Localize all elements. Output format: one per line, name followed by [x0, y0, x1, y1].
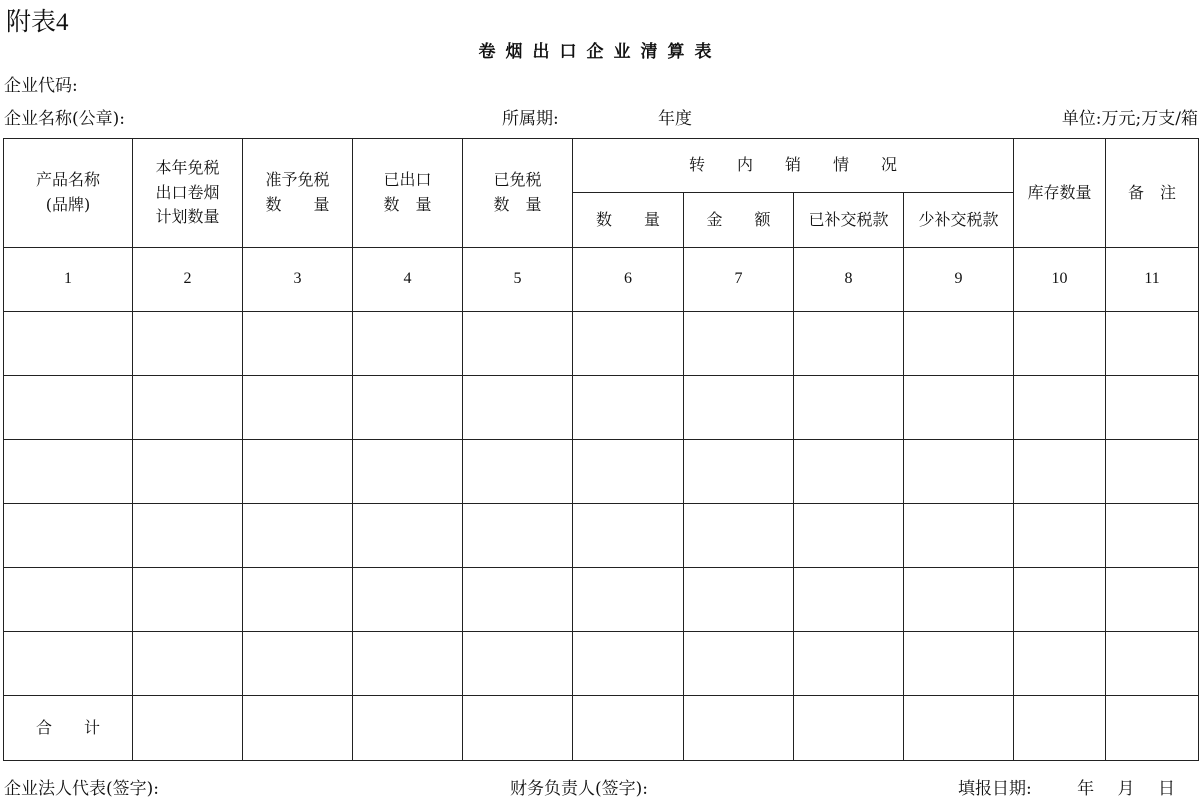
table-cell[interactable] — [4, 376, 133, 440]
table-cell[interactable] — [133, 376, 243, 440]
table-cell[interactable] — [243, 632, 353, 696]
table-cell[interactable] — [1106, 312, 1199, 376]
total-cell[interactable] — [353, 696, 463, 761]
total-row — [4, 696, 1199, 761]
table-cell[interactable] — [4, 504, 133, 568]
finance-label: 财务负责人(签字): — [510, 779, 648, 799]
col-num: 6 — [573, 248, 684, 312]
table-cell[interactable] — [463, 376, 573, 440]
header-approved-line1: 准予免税 — [265, 170, 330, 190]
table-cell[interactable] — [1106, 504, 1199, 568]
table-cell[interactable] — [573, 440, 684, 504]
table-cell[interactable] — [684, 504, 794, 568]
table-cell[interactable] — [904, 312, 1014, 376]
table-cell[interactable] — [904, 440, 1014, 504]
table-cell[interactable] — [794, 632, 904, 696]
table-cell[interactable] — [1014, 376, 1106, 440]
table-cell[interactable] — [684, 440, 794, 504]
table-cell[interactable] — [353, 632, 463, 696]
table-cell[interactable] — [573, 312, 684, 376]
header-plan-line3: 计划数量 — [155, 207, 220, 227]
table-cell[interactable] — [1014, 440, 1106, 504]
col-num: 10 — [1014, 248, 1106, 312]
table-cell[interactable] — [794, 568, 904, 632]
col-num: 11 — [1106, 248, 1199, 312]
table-row — [4, 504, 1199, 568]
table-cell[interactable] — [463, 440, 573, 504]
table-cell[interactable] — [353, 440, 463, 504]
fill-date-day: 日 — [1157, 779, 1175, 799]
table-cell[interactable] — [904, 568, 1014, 632]
header-exempted-line1: 已免税 — [493, 170, 542, 190]
table-cell[interactable] — [1014, 568, 1106, 632]
table-cell[interactable] — [684, 376, 794, 440]
table-cell[interactable] — [353, 568, 463, 632]
header-domestic-amount: 金 额 — [684, 193, 794, 248]
table-cell[interactable] — [133, 504, 243, 568]
table-cell[interactable] — [133, 312, 243, 376]
table-row — [4, 312, 1199, 376]
table-cell[interactable] — [4, 568, 133, 632]
table-cell[interactable] — [243, 376, 353, 440]
table-cell[interactable] — [904, 376, 1014, 440]
fill-date — [958, 774, 1175, 799]
enterprise-name-label: 企业名称(公章): — [4, 109, 125, 129]
header-approved-line2: 数 量 — [265, 195, 330, 214]
header-product-line2: (品牌) — [45, 195, 91, 214]
table-cell[interactable] — [1106, 440, 1199, 504]
table-cell[interactable] — [463, 504, 573, 568]
table-cell[interactable] — [794, 504, 904, 568]
header-plan-line2: 出口卷烟 — [155, 182, 220, 202]
table-cell[interactable] — [4, 312, 133, 376]
legal-rep-label: 企业法人代表(签字): — [4, 779, 159, 799]
col-num: 9 — [904, 248, 1014, 312]
table-cell[interactable] — [794, 312, 904, 376]
total-cell[interactable] — [794, 696, 904, 761]
header-exported-line2: 数 量 — [383, 195, 432, 214]
header-exempted-line2: 数 量 — [493, 195, 542, 214]
total-cell[interactable] — [904, 696, 1014, 761]
table-cell[interactable] — [684, 632, 794, 696]
header-plan-line1: 本年免税 — [155, 157, 220, 177]
total-cell[interactable] — [684, 696, 794, 761]
table-cell[interactable] — [4, 440, 133, 504]
total-cell[interactable] — [573, 696, 684, 761]
table-cell[interactable] — [1106, 632, 1199, 696]
col-num: 3 — [243, 248, 353, 312]
header-product-line1: 产品名称 — [35, 170, 100, 190]
header-approved — [243, 139, 353, 248]
total-cell[interactable] — [243, 696, 353, 761]
table-cell[interactable] — [573, 632, 684, 696]
table-cell[interactable] — [1014, 632, 1106, 696]
total-cell[interactable] — [133, 696, 243, 761]
table-cell[interactable] — [243, 568, 353, 632]
table-cell[interactable] — [573, 504, 684, 568]
col-num: 1 — [4, 248, 133, 312]
header-row-1 — [4, 139, 1199, 193]
table-cell[interactable] — [353, 376, 463, 440]
column-number-row — [4, 248, 1199, 312]
header-tax-short: 少补交税款 — [904, 193, 1014, 248]
total-cell[interactable] — [463, 696, 573, 761]
table-cell[interactable] — [794, 376, 904, 440]
header-domestic-group: 转 内 销 情 况 — [573, 139, 1014, 193]
table-cell[interactable] — [1014, 504, 1106, 568]
fill-date-month: 月 — [1117, 779, 1135, 799]
table-cell[interactable] — [794, 440, 904, 504]
table-row — [4, 440, 1199, 504]
header-plan — [133, 139, 243, 248]
unit-label: 单位:万元;万支/箱 — [1061, 109, 1198, 129]
table-cell[interactable] — [573, 568, 684, 632]
table-cell[interactable] — [463, 568, 573, 632]
table-cell[interactable] — [133, 568, 243, 632]
enterprise-code-label: 企业代码: — [4, 76, 78, 96]
table-row — [4, 632, 1199, 696]
table-cell[interactable] — [463, 632, 573, 696]
header-stock: 库存数量 — [1014, 139, 1106, 248]
table-cell[interactable] — [4, 632, 133, 696]
form-title: 卷烟出口企业清算表 — [478, 42, 722, 62]
header-remarks: 备 注 — [1106, 139, 1199, 248]
col-num: 5 — [463, 248, 573, 312]
header-exempted — [463, 139, 573, 248]
fill-date-year: 年 — [1077, 779, 1095, 799]
year-label: 年度 — [658, 109, 692, 129]
col-num: 7 — [684, 248, 794, 312]
total-cell[interactable] — [1106, 696, 1199, 761]
header-exported — [353, 139, 463, 248]
col-num: 2 — [133, 248, 243, 312]
col-num: 4 — [353, 248, 463, 312]
table-cell[interactable] — [353, 312, 463, 376]
table-cell[interactable] — [353, 504, 463, 568]
table-cell[interactable] — [243, 504, 353, 568]
table-cell[interactable] — [573, 376, 684, 440]
table-cell[interactable] — [133, 632, 243, 696]
total-cell[interactable] — [1014, 696, 1106, 761]
period-label: 所属期: — [502, 109, 559, 129]
fill-date-label: 填报日期: — [958, 779, 1032, 799]
table-cell[interactable] — [243, 312, 353, 376]
table-cell[interactable] — [1014, 312, 1106, 376]
header-product — [4, 139, 133, 248]
header-tax-paid: 已补交税款 — [794, 193, 904, 248]
table-row — [4, 376, 1199, 440]
data-rows — [4, 312, 1199, 696]
table-cell[interactable] — [133, 440, 243, 504]
col-num: 8 — [794, 248, 904, 312]
total-label: 合 计 — [4, 696, 133, 761]
table-cell[interactable] — [243, 440, 353, 504]
table-cell[interactable] — [1106, 376, 1199, 440]
table-cell[interactable] — [463, 312, 573, 376]
table-row — [4, 568, 1199, 632]
table-cell[interactable] — [904, 632, 1014, 696]
settlement-table — [3, 138, 1199, 761]
table-cell[interactable] — [1106, 568, 1199, 632]
header-exported-line1: 已出口 — [383, 170, 432, 190]
table-cell[interactable] — [904, 504, 1014, 568]
attachment-label: 附表4 — [6, 9, 69, 36]
table-cell[interactable] — [684, 568, 794, 632]
table-cell[interactable] — [684, 312, 794, 376]
header-domestic-qty: 数 量 — [573, 193, 684, 248]
